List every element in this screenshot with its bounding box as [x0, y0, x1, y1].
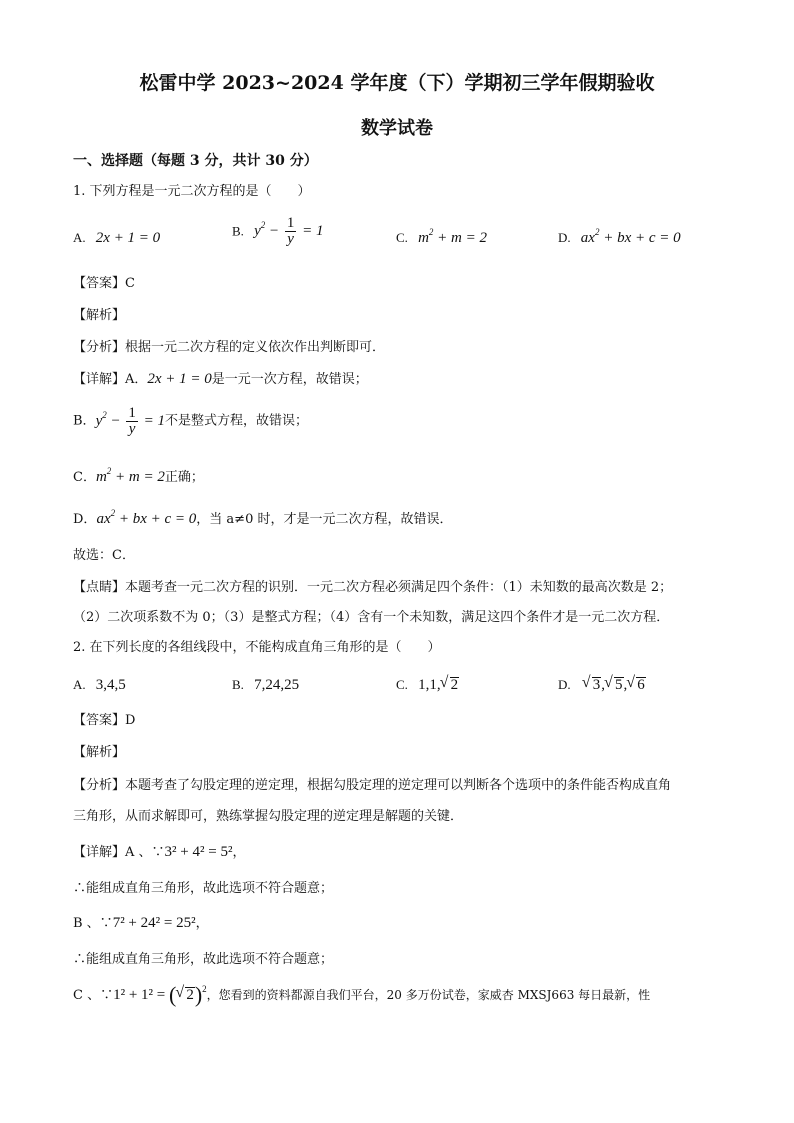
q2-d-comma1: ,	[601, 677, 606, 693]
q2-option-c-label: C.	[396, 677, 408, 692]
q1-option-a-label: A.	[73, 230, 86, 245]
q2-option-d-math	[583, 677, 646, 693]
q1-analysis-head: 【解析】	[73, 308, 126, 323]
q2-d-sqrt3: √ 6	[636, 677, 646, 693]
q2-therefore-a: ∴能组成直角三角形，故此选项不符合题意；	[73, 881, 334, 896]
section-heading: 一、选择题（每题 3 分，共计 30 分）	[73, 153, 318, 169]
q2-dc-exp: 2	[202, 984, 207, 994]
q2-therefore-b: ∴能组成直角三角形，故此选项不符合题意；	[73, 952, 334, 967]
q1-b-minus: −	[265, 222, 283, 239]
q1-b-base: y	[254, 222, 261, 239]
q2-answer: 【答案】D	[73, 713, 136, 728]
q1-db-exp: 2	[102, 410, 107, 420]
q1-stem: 1. 下列方程是一元二次方程的是（ ）	[73, 184, 311, 199]
q1-dianjing-line1: 【点睛】本题考查一元二次方程的识别．一元二次方程必须满足四个条件：（1）未知数的最高次数是 2；	[73, 580, 673, 595]
q2-detail-c	[73, 982, 651, 1007]
q1-fenxi: 【分析】根据一元二次方程的定义依次作出判断即可．	[73, 340, 386, 355]
q2-stem: 2. 在下列长度的各组线段中，不能构成直角三角形的是（ ）	[73, 640, 441, 655]
q1-dc-rest: + m = 2	[111, 469, 165, 485]
q2-option-b-label: B.	[232, 677, 244, 692]
q1-db-rhs: = 1	[139, 413, 165, 429]
q2-dc-lhs: 1² + 1² =	[113, 987, 170, 1003]
q2-option-b	[232, 676, 299, 695]
q2-detail-b	[73, 914, 209, 933]
q1-dianjing-line2: （2）二次项系数不为 0；（3）是整式方程；（4）含有一个未知数，满足这四个条件才是一元二次方程．	[73, 610, 670, 625]
q2-detail-c-head: C 、∵	[73, 988, 114, 1003]
q2-option-d	[558, 676, 646, 695]
q2-d-sqrt1: √ 3	[592, 677, 602, 693]
q1-detail-d	[73, 510, 452, 529]
q2-dc-rparen: )	[194, 982, 203, 1007]
q2-analysis-head: 【解析】	[73, 745, 126, 760]
q2-option-b-math: 7,24,25	[254, 677, 300, 693]
q1-detail-a	[73, 370, 368, 389]
q1-dd-exp: 2	[110, 508, 116, 518]
q1-detail-c-text: 正确；	[164, 470, 204, 485]
q2-detail-c-tail: ，您看到的资料都源自我们平台，20 多万份试卷，家威杏 MXSJ663 每日最新，性	[206, 988, 651, 1002]
q1-d-exp: 2	[594, 227, 600, 237]
q1-detail-d-label: D．	[73, 512, 97, 527]
q2-fenxi-line1: 【分析】本题考查了勾股定理的逆定理，根据勾股定理的逆定理可以判断各个选项中的条件能否构成直角	[73, 778, 672, 793]
q1-option-b	[232, 216, 323, 247]
q1-detail-b	[73, 406, 308, 437]
q2-option-a-math: 3,4,5	[95, 677, 126, 693]
q2-detail-c-math	[113, 982, 207, 1007]
q1-option-c-math	[418, 227, 487, 246]
q1-b-num: 1	[286, 215, 295, 231]
q2-d-comma2: ,	[623, 677, 628, 693]
q1-d-rest: + bx + c = 0	[599, 230, 681, 246]
q2-dc-lparen: (	[169, 982, 177, 1007]
q1-dd-a: ax	[96, 511, 111, 527]
q1-detail-c	[73, 468, 204, 487]
q2-detail-b-head: B 、∵	[73, 916, 113, 931]
q1-db-base: y	[95, 413, 103, 429]
q1-detail-b-math	[95, 405, 165, 438]
exam-title: 松雷中学 2023~2024 学年度（下）学期初三学年假期验收	[139, 72, 655, 94]
q1-detail-a-text: 是一元一次方程，故错误；	[211, 372, 368, 387]
q1-detail-d-math	[96, 508, 197, 527]
q1-detail-c-label: C．	[73, 470, 96, 485]
q2-option-c-math	[418, 677, 459, 693]
q1-option-b-math	[254, 215, 324, 247]
q1-b-fraction	[285, 216, 297, 247]
q2-detail-b-math: 7² + 24² = 25²	[112, 915, 196, 931]
q2-option-c	[396, 676, 459, 695]
q1-detail-b-label: B．	[73, 413, 96, 429]
q1-dc-var: m	[95, 469, 107, 485]
q1-option-b-label: B.	[232, 223, 244, 239]
q1-answer: 【答案】C	[73, 276, 135, 291]
q1-b-den: y	[287, 231, 294, 247]
q2-fenxi-line2: 三角形，从而求解即可，熟练掌握勾股定理的逆定理是解题的关键．	[73, 809, 464, 824]
q1-detail-a-head: 【详解】A．	[73, 372, 148, 387]
q1-option-c	[396, 229, 487, 248]
q1-b-rhs: = 1	[298, 222, 324, 239]
q1-d-a: ax	[580, 230, 595, 246]
q1-option-d	[558, 229, 681, 248]
q1-guxuan: 故选：C．	[73, 548, 135, 563]
q2-d-sqrt2: √ 5	[614, 677, 624, 693]
q1-db-fraction	[126, 406, 138, 437]
q1-option-a	[73, 229, 160, 248]
q2-detail-a-tail: ，	[232, 845, 246, 860]
q1-c-rest: + m = 2	[433, 230, 487, 246]
q1-dd-rest: + bx + c = 0	[115, 511, 197, 527]
exam-subtitle: 数学试卷	[361, 118, 433, 139]
q1-option-a-math: 2x + 1 = 0	[95, 230, 161, 246]
q1-option-d-label: D.	[558, 230, 571, 245]
q1-c-var: m	[418, 230, 429, 246]
q2-option-a	[73, 676, 126, 695]
q1-b-exp: 2	[260, 219, 266, 230]
q2-detail-a-head: 【详解】A 、∵	[73, 845, 165, 860]
q1-detail-b-text: 不是整式方程，故错误；	[164, 413, 308, 429]
q2-detail-a	[73, 843, 245, 862]
q1-option-c-label: C.	[396, 230, 408, 245]
q1-db-den: y	[128, 421, 136, 438]
q1-c-exp: 2	[428, 227, 434, 237]
q1-dc-exp: 2	[106, 466, 112, 476]
q2-c-prefix: 1,1,	[418, 677, 441, 693]
q2-detail-a-math: 3² + 4² = 5²	[164, 844, 233, 860]
q2-dc-sqrt: √ 2	[185, 987, 195, 1003]
q2-option-a-label: A.	[73, 677, 86, 692]
q1-detail-a-math: 2x + 1 = 0	[147, 371, 212, 387]
q1-detail-d-text: ，当 a≠0 时，才是一元二次方程，故错误．	[196, 512, 453, 527]
q2-option-d-label: D.	[558, 677, 571, 692]
q1-detail-c-math	[95, 466, 165, 485]
q1-option-d-math	[580, 227, 681, 246]
q1-db-num: 1	[128, 405, 136, 422]
q1-db-minus: −	[106, 413, 125, 429]
q2-c-sqrt: √ 2	[450, 677, 460, 693]
q2-detail-b-tail: ，	[195, 916, 209, 931]
